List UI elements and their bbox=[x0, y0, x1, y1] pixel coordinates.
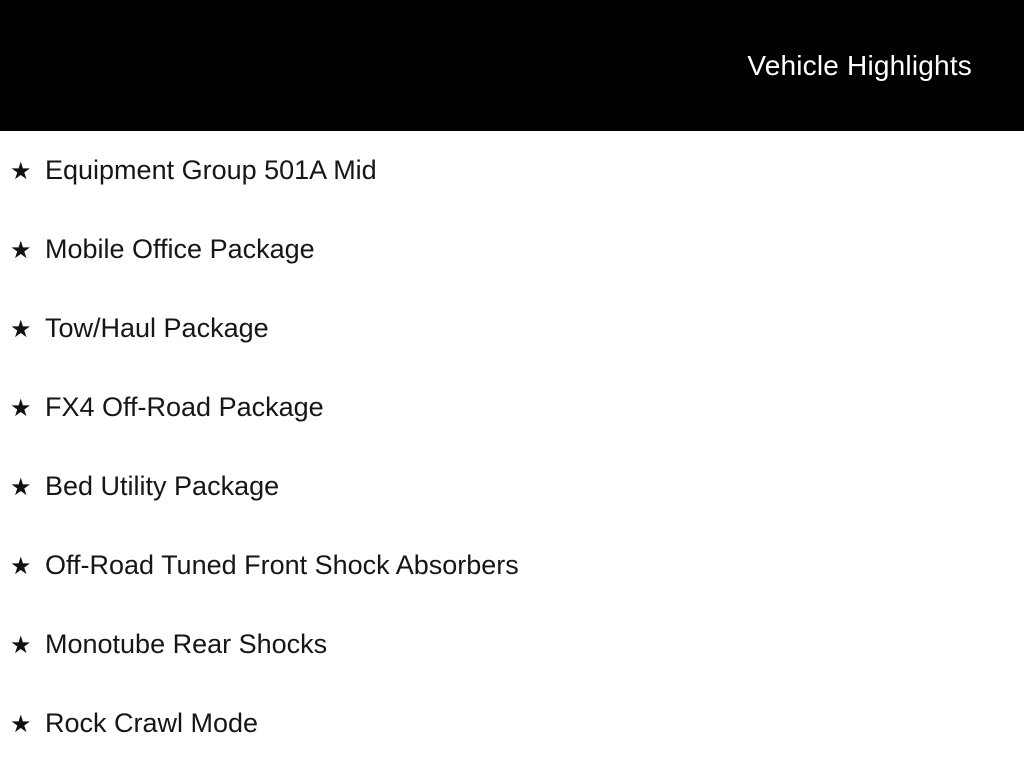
list-item-label: Mobile Office Package bbox=[45, 234, 315, 264]
list-item-label: Equipment Group 501A Mid bbox=[45, 155, 377, 185]
highlights-list bbox=[0, 131, 1024, 763]
star-icon: ★ bbox=[10, 551, 32, 580]
list-item-label: Rock Crawl Mode bbox=[45, 708, 259, 738]
star-icon: ★ bbox=[10, 393, 32, 422]
star-icon: ★ bbox=[10, 314, 32, 343]
star-icon: ★ bbox=[10, 235, 32, 264]
list-item-label: Bed Utility Package bbox=[45, 471, 280, 501]
list-item bbox=[10, 684, 1024, 763]
page-title: Vehicle Highlights bbox=[747, 49, 972, 81]
list-item-label: Tow/Haul Package bbox=[45, 313, 269, 343]
star-icon: ★ bbox=[10, 630, 32, 659]
star-icon: ★ bbox=[10, 709, 32, 738]
list-item bbox=[10, 368, 1024, 447]
list-item bbox=[10, 131, 1024, 210]
list-item bbox=[10, 605, 1024, 684]
star-icon: ★ bbox=[10, 156, 32, 185]
list-item-label: Monotube Rear Shocks bbox=[45, 629, 328, 659]
list-item-label: Off-Road Tuned Front Shock Absorbers bbox=[45, 550, 519, 580]
star-icon: ★ bbox=[10, 472, 32, 501]
list-item-label: FX4 Off-Road Package bbox=[45, 392, 324, 422]
list-item bbox=[10, 210, 1024, 289]
list-item bbox=[10, 526, 1024, 605]
header-bar bbox=[0, 0, 1024, 131]
list-item bbox=[10, 447, 1024, 526]
list-item bbox=[10, 289, 1024, 368]
